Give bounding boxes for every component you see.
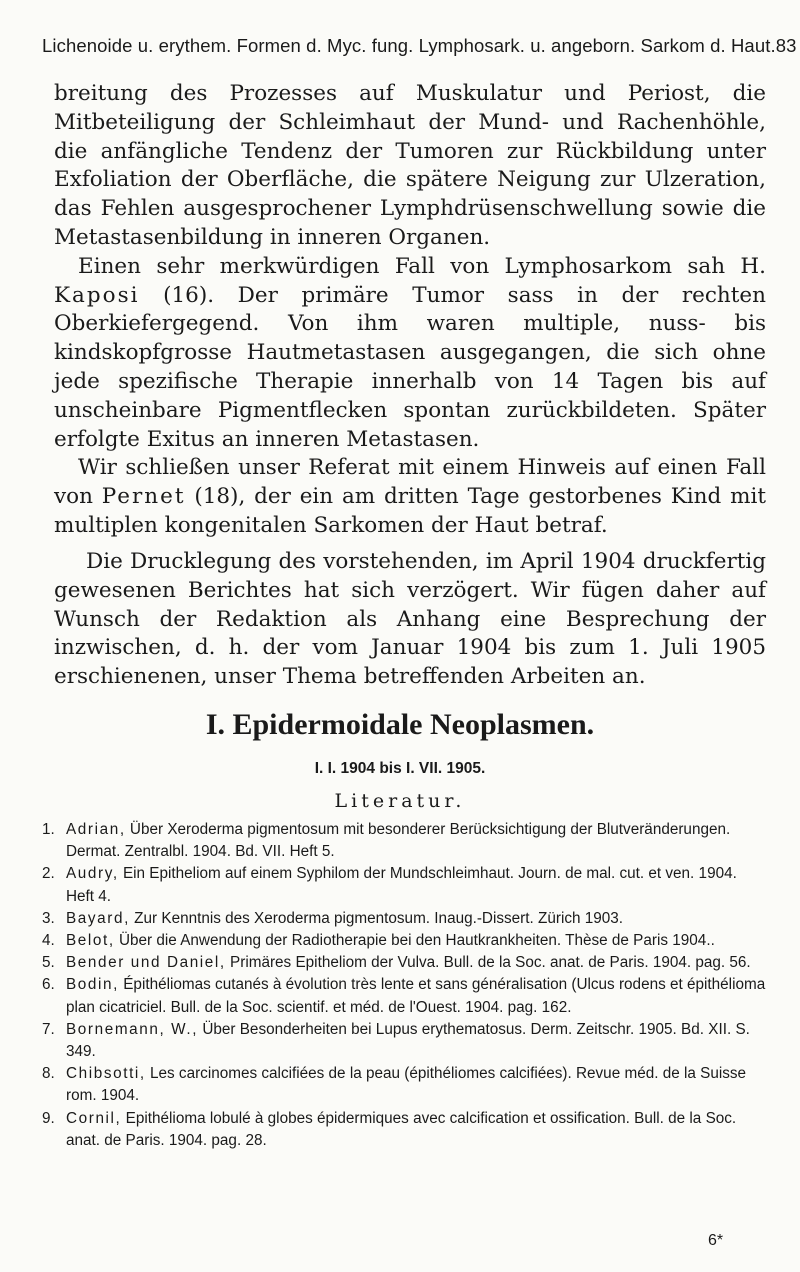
reference-text	[66, 1063, 768, 1107]
reference-citation: Ein Epitheliom auf einem Syphilom der Mundschleimhaut. Journ. de mal. cut. et ven. 1904. Heft 4.	[66, 865, 737, 905]
reference-author: Cornil,	[66, 1109, 122, 1127]
reference-item	[42, 908, 768, 930]
reference-citation: Épithéliomas cutanés à évolution très lente et sans généralisation (Ulcus rodens et épithélioma plan cicatriciel. Bull. de la Soc. scientif. et méd. de l'Ouest. 1904. pag. 162.	[66, 976, 766, 1016]
reference-item	[42, 1108, 768, 1152]
reference-item	[42, 1063, 768, 1107]
reference-item	[42, 819, 768, 863]
reference-text	[66, 863, 768, 907]
reference-item	[42, 952, 768, 974]
reference-author: Bodin,	[66, 976, 119, 994]
paragraph-text: Einen sehr merkwürdigen Fall von Lymphosarkom sah H.	[78, 253, 766, 279]
author-name: Kaposi	[54, 282, 140, 308]
reference-text	[66, 1019, 768, 1063]
reference-author: Belot,	[66, 932, 115, 950]
reference-number: 2.	[42, 865, 55, 883]
author-name: Pernet	[101, 484, 186, 510]
reference-list	[42, 819, 768, 1152]
reference-citation: Primäres Epitheliom der Vulva. Bull. de la Soc. anat. de Paris. 1904. pag. 56.	[230, 954, 751, 972]
reference-text	[66, 974, 768, 1018]
paragraph-text: (16). Der primäre Tumor sass in der rechten Oberkiefergegend. Von ihm waren multiple, nuss- bis kindskopfgrosse Hautmetastasen ausgegangen, die sich ohne jede spezifische Therapie innerhalb von 14 Tagen bis auf unscheinbare Pigmentflecken spontan zurückbildeten. Später erfolgte Exitus an inneren Metastasen.	[54, 282, 766, 452]
paragraph: breitung des Prozesses auf Muskulatur und Periost, die Mitbeteiligung der Schleimhaut der Mund- und Rachenhöhle, die anfängliche Tendenz der Tumoren zur Rückbildung unter Exfoliation der Oberfläche, die spätere Neigung zur Ulzeration, das Fehlen ausgesprochener Lymphdrüsenschwellung sowie die Metastasenbildung in inneren Organen.	[54, 81, 766, 250]
paragraph-text: Wir schließen unser Referat mit einem Hinweis auf einen Fall von	[54, 455, 766, 510]
reference-number: 1.	[42, 821, 55, 838]
reference-author: Bayard,	[66, 909, 130, 927]
page-number: 83	[775, 35, 797, 56]
literature-heading: Literatur.	[334, 790, 466, 812]
reference-text	[66, 908, 768, 930]
running-head	[42, 35, 797, 57]
reference-citation: Über Xeroderma pigmentosum mit besonderer Berücksichtigung der Blutveränderungen. Dermat. Zentralbl. 1904. Bd. VII. Heft 5.	[66, 821, 731, 861]
reference-number: 3.	[42, 909, 55, 927]
body-text	[54, 80, 766, 541]
reference-item	[42, 930, 768, 952]
reference-number: 6.	[42, 976, 55, 994]
reference-author: Bornemann, W.,	[66, 1020, 199, 1038]
paragraph	[54, 253, 766, 455]
reference-citation: Les carcinomes calcifiées de la peau (épithéliomes calcifiées). Revue méd. de la Suisse rom. 1904.	[66, 1065, 747, 1105]
reference-citation: Epithélioma lobulé à globes épidermiques avec calcification et ossification. Bull. de la Soc. anat. de Paris. 1904. pag. 28.	[66, 1109, 737, 1149]
date-range: I. I. 1904 bis I. VII. 1905.	[314, 760, 486, 777]
addendum-paragraph: Die Drucklegung des vorstehenden, im April 1904 druckfertig gewesenen Berichtes hat sich verzögert. Wir fügen daher auf Wunsch der Redaktion als Anhang eine Besprechung der inzwischen, d. h. der vom Januar 1904 bis zum 1. Juli 1905 erschienenen, unser Thema betreffenden Arbeiten an.	[54, 549, 766, 690]
reference-item	[42, 863, 768, 907]
reference-citation: Über die Anwendung der Radiotherapie bei den Hautkrankheiten. Thèse de Paris 1904..	[118, 932, 715, 950]
paragraph	[54, 454, 766, 540]
reference-text	[66, 819, 768, 863]
reference-author: Bender und Daniel,	[66, 954, 226, 972]
reference-number: 5.	[42, 954, 55, 972]
reference-number: 4.	[42, 932, 55, 950]
reference-number: 9.	[42, 1109, 55, 1127]
reference-author: Adrian,	[66, 821, 126, 838]
reference-author: Chibsotti,	[66, 1065, 146, 1083]
reference-citation: Über Besonderheiten bei Lupus erythematosus. Derm. Zeitschr. 1905. Bd. XII. S. 349.	[66, 1020, 750, 1061]
reference-text	[66, 930, 768, 952]
signature-mark: 6*	[708, 1232, 724, 1249]
paragraph-text: (18), der ein am dritten Tage gestorbenes Kind mit multiplen kongenitalen Sarkomen der Haut betraf.	[54, 484, 766, 538]
reference-item	[42, 974, 768, 1018]
section-title: I. Epidermoidale Neoplasmen.	[205, 708, 595, 741]
reference-number: 7.	[42, 1020, 55, 1038]
reference-text	[66, 952, 768, 974]
reference-author: Audry,	[66, 865, 119, 883]
reference-item	[42, 1019, 768, 1063]
reference-citation: Zur Kenntnis des Xeroderma pigmentosum. Inaug.-Dissert. Zürich 1903.	[134, 909, 624, 927]
reference-text	[66, 1108, 768, 1152]
running-title: Lichenoide u. erythem. Formen d. Myc. fung. Lymphosark. u. angeborn. Sarkom d. Haut.	[42, 35, 776, 56]
reference-number: 8.	[42, 1065, 55, 1083]
